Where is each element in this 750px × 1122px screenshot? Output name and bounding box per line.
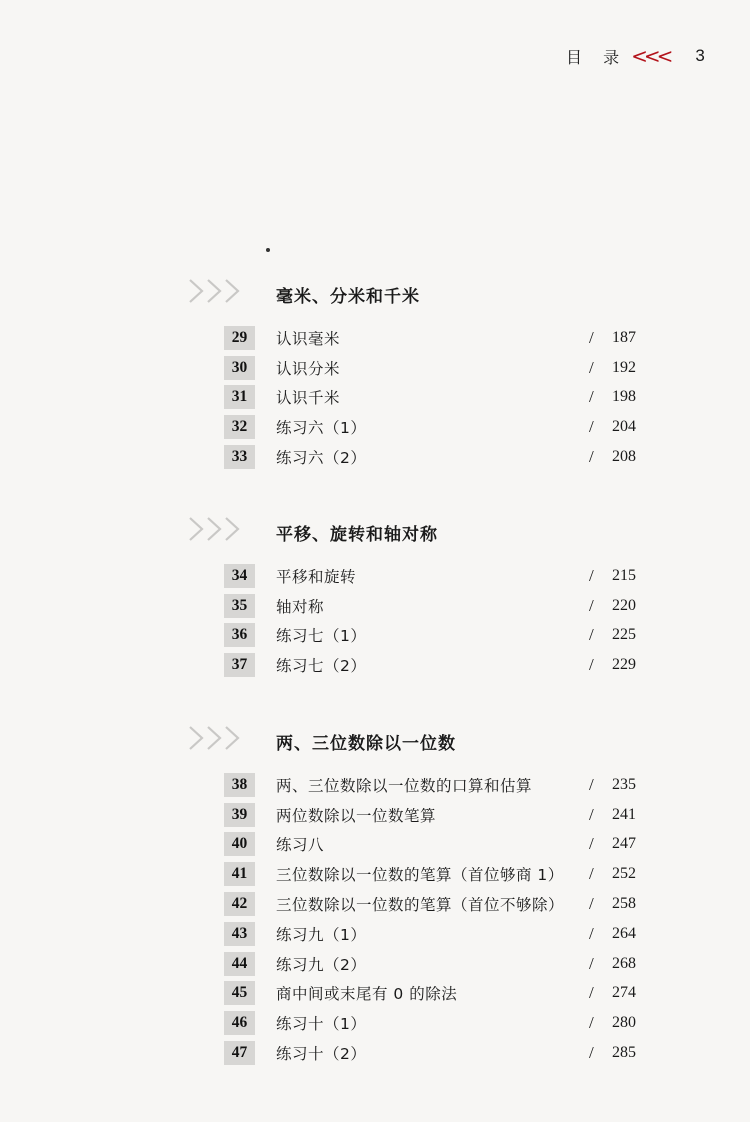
page-ref: 280 [612,1014,636,1032]
chevrons-right-icon [186,276,246,306]
separator-slash: / [589,1013,594,1033]
section-arrows [186,514,246,544]
lesson-number-badge: 38 [224,773,255,797]
lesson-number-badge: 29 [224,326,255,350]
lesson-number-badge: 43 [224,922,255,946]
page-ref: 285 [612,1044,636,1062]
lesson-title: 认识分米 [276,359,341,378]
toc-entry[interactable] [0,800,750,830]
page-ref: 264 [612,924,636,942]
separator-slash: / [589,923,594,943]
lesson-number-badge: 36 [224,623,255,647]
section-arrows [186,723,246,753]
toc-entry[interactable] [0,859,750,889]
toc-entry[interactable] [0,383,750,413]
separator-slash: / [589,357,594,377]
separator-slash: / [589,804,594,824]
lesson-number-badge: 37 [224,653,255,677]
toc-entry[interactable] [0,1038,750,1068]
lesson-number-badge: 34 [224,564,255,588]
lesson-number-badge: 47 [224,1041,255,1065]
toc-entry[interactable] [0,442,750,472]
separator-slash: / [589,595,594,615]
toc-section [0,514,750,680]
toc-section [0,276,750,472]
toc-entry[interactable] [0,353,750,383]
lesson-title: 商中间或末尾有 0 的除法 [276,985,458,1004]
toc-entry[interactable] [0,889,750,919]
section-title: 两、三位数除以一位数 [276,734,456,754]
page-ref: 225 [612,626,636,644]
page-ref: 258 [612,895,636,913]
separator-slash: / [589,894,594,914]
lesson-number-badge: 39 [224,803,255,827]
lesson-title: 两位数除以一位数笔算 [276,806,437,825]
separator-slash: / [589,983,594,1003]
toc-entry[interactable] [0,591,750,621]
chevrons-right-icon [186,514,246,544]
lesson-title: 两、三位数除以一位数的口算和估算 [276,776,533,795]
separator-slash: / [589,834,594,854]
lesson-number-badge: 35 [224,594,255,618]
lesson-number-badge: 44 [224,952,255,976]
lesson-number-badge: 32 [224,415,255,439]
lesson-title: 三位数除以一位数的笔算（首位不够除） [276,896,565,915]
page-ref: 204 [612,418,636,436]
toc-entry[interactable] [0,561,750,591]
lesson-number-badge: 40 [224,832,255,856]
lesson-number-badge: 33 [224,445,255,469]
toc-entry[interactable] [0,412,750,442]
section-header [0,723,750,763]
toc-entry[interactable] [0,1008,750,1038]
toc-section [0,723,750,1068]
lesson-title: 轴对称 [276,597,325,616]
page-ref: 274 [612,984,636,1002]
toc-entry[interactable] [0,621,750,651]
section-title: 毫米、分米和千米 [276,287,420,307]
toc-entry[interactable] [0,919,750,949]
lesson-title: 练习九（1） [276,925,367,944]
page-ref: 268 [612,954,636,972]
page-ref: 235 [612,775,636,793]
separator-slash: / [589,417,594,437]
header-title: 目 录 [566,47,628,67]
lesson-title: 平移和旋转 [276,567,357,586]
lesson-title: 练习九（2） [276,955,367,974]
lesson-title: 认识千米 [276,389,341,408]
page-ref: 247 [612,835,636,853]
separator-slash: / [589,1043,594,1063]
toc-entry[interactable] [0,650,750,680]
page-ref: 187 [612,328,636,346]
toc-entry[interactable] [0,949,750,979]
page-number: 3 [695,46,705,65]
lesson-number-badge: 46 [224,1011,255,1035]
separator-slash: / [589,447,594,467]
page-ref: 241 [612,805,636,823]
section-header [0,276,750,316]
lesson-number-badge: 31 [224,385,255,409]
chevrons-left-icon: <<< [631,44,670,68]
toc-entry[interactable] [0,979,750,1009]
lesson-title: 练习六（1） [276,419,367,438]
separator-slash: / [589,655,594,675]
lesson-number-badge: 41 [224,862,255,886]
separator-slash: / [589,625,594,645]
lesson-number-badge: 45 [224,981,255,1005]
chevrons-right-icon [186,723,246,753]
lesson-title: 认识毫米 [276,329,341,348]
lesson-number-badge: 30 [224,356,255,380]
lesson-title: 练习七（1） [276,627,367,646]
page-ref: 215 [612,566,636,584]
lesson-number-badge: 42 [224,892,255,916]
ink-dot [266,248,270,252]
separator-slash: / [589,327,594,347]
section-title: 平移、旋转和轴对称 [276,525,438,545]
lesson-title: 三位数除以一位数的笔算（首位够商 1） [276,866,564,885]
section-arrows [186,276,246,306]
section-header [0,514,750,554]
page-ref: 220 [612,596,636,614]
page-ref: 192 [612,358,636,376]
lesson-title: 练习十（2） [276,1045,367,1064]
separator-slash: / [589,387,594,407]
page-ref: 208 [612,448,636,466]
lesson-title: 练习七（2） [276,657,367,676]
toc-entry[interactable] [0,770,750,800]
page-header [566,44,705,68]
lesson-title: 练习十（1） [276,1015,367,1034]
toc-entry[interactable] [0,830,750,860]
separator-slash: / [589,953,594,973]
lesson-title: 练习六（2） [276,449,367,468]
page-ref: 229 [612,656,636,674]
lesson-title: 练习八 [276,836,325,855]
toc-entry[interactable] [0,323,750,353]
page-ref: 252 [612,865,636,883]
separator-slash: / [589,565,594,585]
page-ref: 198 [612,388,636,406]
separator-slash: / [589,774,594,794]
separator-slash: / [589,864,594,884]
